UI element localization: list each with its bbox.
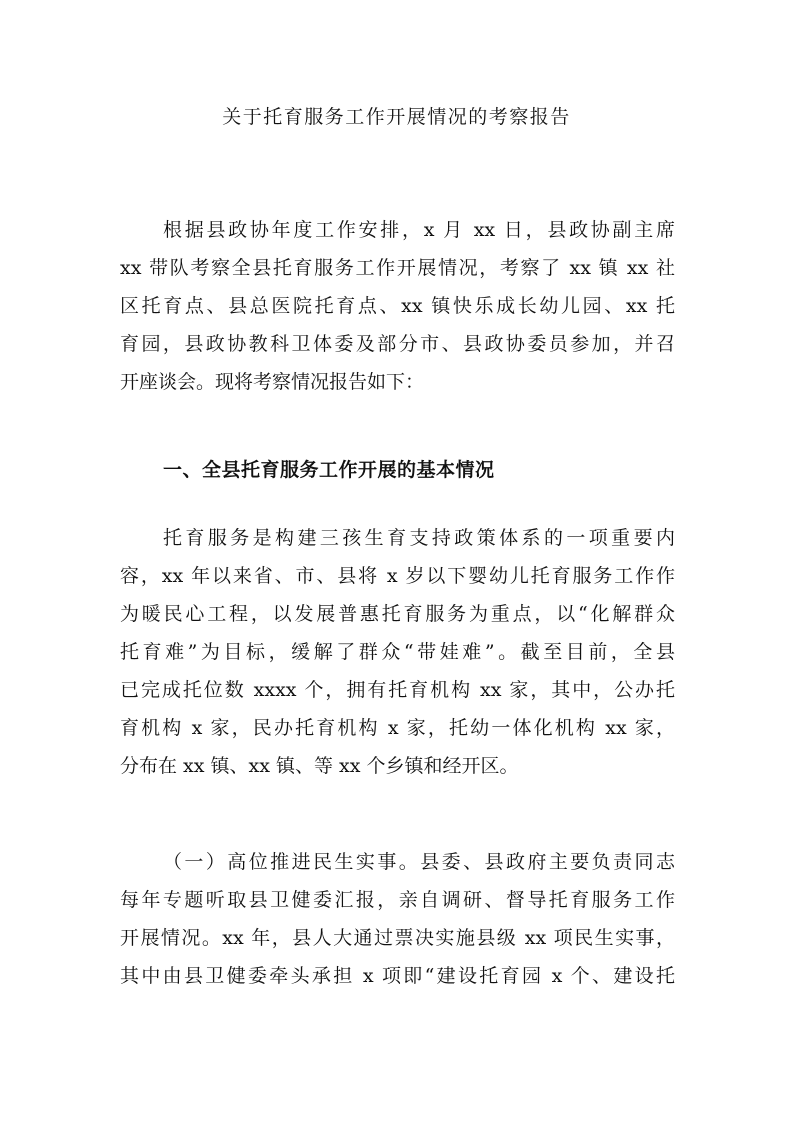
paragraph-line: 容，xx 年以来省、市、县将 x 岁以下婴幼儿托育服务工作作: [120, 565, 675, 587]
section-heading-container: [120, 451, 675, 489]
paragraph-line: 为暖民心工程，以发展普惠托育服务为重点，以“化解群众: [120, 603, 675, 625]
paragraph-line: 区托育点、县总医院托育点、xx 镇快乐成长幼儿园、xx 托: [120, 295, 675, 317]
paragraph-intro: [120, 211, 675, 401]
paragraph-line: 分布在 xx 镇、xx 镇、等 xx 个乡镇和经开区。: [120, 755, 519, 777]
paragraph-line: （一）高位推进民生实事。县委、县政府主要负责同志: [163, 851, 675, 873]
paragraph-line: 开座谈会。现将考察情况报告如下：: [120, 371, 425, 393]
paragraph-line: 托育难”为目标，缓解了群众“带娃难”。截至目前，全县: [120, 641, 675, 663]
paragraph-line: 已完成托位数 xxxx 个，拥有托育机构 xx 家，其中，公办托: [120, 679, 675, 701]
section-heading: 一、全县托育服务工作开展的基本情况: [163, 459, 495, 481]
paragraph-basic-situation: [120, 519, 675, 785]
paragraph-line: 每年专题听取县卫健委汇报，亲自调研、督导托育服务工作: [120, 889, 675, 911]
paragraph-line: xx 带队考察全县托育服务工作开展情况，考察了 xx 镇 xx 社: [120, 257, 675, 279]
paragraph-line: 育园，县政协教科卫体委及部分市、县政协委员参加，并召: [120, 333, 675, 355]
paragraph-line: 其中由县卫健委牵头承担 x 项即“建设托育园 x 个、建设托: [120, 965, 675, 987]
paragraph-line: 育机构 x 家，民办托育机构 x 家，托幼一体化机构 xx 家，: [120, 717, 675, 739]
document-title: 关于托育服务工作开展情况的考察报告: [222, 106, 571, 128]
paragraph-line: 开展情况。xx 年，县人大通过票决实施县级 xx 项民生实事，: [120, 927, 675, 949]
paragraph-line: 托育服务是构建三孩生育支持政策体系的一项重要内: [163, 527, 675, 549]
paragraph-line: 根据县政协年度工作安排，x 月 xx 日，县政协副主席: [163, 219, 675, 241]
paragraph-subsection-1: [120, 843, 675, 995]
